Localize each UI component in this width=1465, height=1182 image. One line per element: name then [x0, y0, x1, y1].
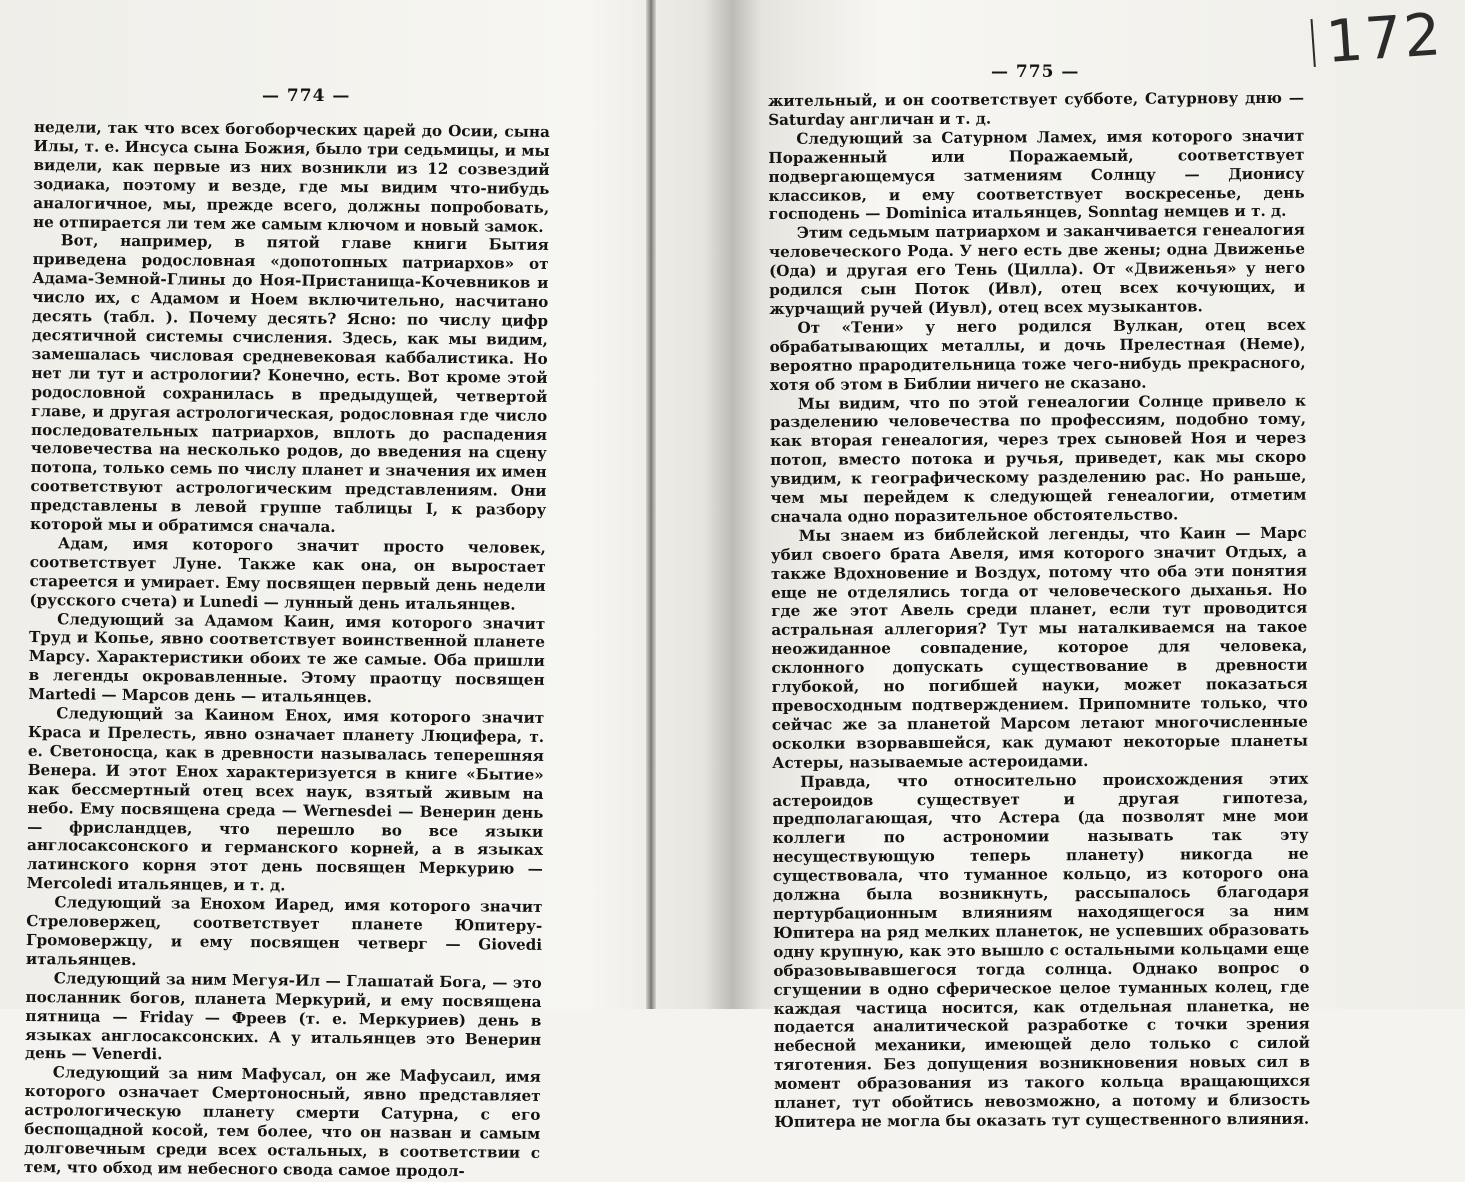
right-page [656, 0, 1465, 1131]
paragraph: Этим седьмым патриархом и заканчивается генеалогия человеческого Рода. У него есть две жены; одна Движенье (Ода) и другая его Тень (Цилла). От «Движенья» у него родился сын Поток (Ивл), отец всех кочующих, и журчащий ручей (Иувл), отец всех музыкантов. [768, 221, 1306, 318]
page-number-left: — 774 — [262, 86, 351, 106]
book-gutter [646, 0, 656, 1009]
page-number-right: — 775 — [991, 62, 1080, 82]
paragraph: Следующий за Адамом Каин, имя которого значит Труд и Копье, явно соответствует воинственной планете Марсу. Характеристики обоих те же самые. Оба пришли в легенды окровавленные. Этому праотцу посвящен Martedi — Марсов день — итальянцев. [28, 609, 546, 707]
left-page [0, 0, 646, 1181]
paragraph: Следующий за Сатурном Ламех, имя которого значит Пораженный или Поражаемый, соответствует подвергающемуся затмениям Солнцу — Дионису классиков, и ему соответствует воскресенье, день господень — Dominica итальянцев, Sonntag немцев и т. д. [768, 126, 1305, 224]
paragraph: Следующий за Каином Енох, имя которого значит Краса и Прелесть, явно означает планету Люцифера, т. е. Светоносца, как в древности называлась теперешняя Венера. И этот Енох характеризуется в книге «Бытие» как бессмертный отец всех наук, взятый живым на небо. Ему посвящена среда — Wernesdei — Венерин день — фрисландцев, что перешло во все языки англосаксонского и германского корней, а в языках латинского корня этот день посвящен Меркурию — Mercoledi итальянцев, и т. д. [26, 704, 545, 895]
paragraph: жительный, и он соответствует субботе, Сатурнову дню — Saturday англичан и т. д. [768, 88, 1305, 129]
paragraph: Вот, например, в пятой главе книги Бытия приведена родословная «допотопных патриархов» от Адама-Земной-Глины до Ноя-Пристанища-Кочевников и число их, с Адамом и Ноем включительно, насчитано десять (табл. ). Почему десять? Ясно: по числу цифр десятичной системы счисления. Здесь, как мы видим, замешалась числовая средневековая каббалистика. Но нет ли тут и астрологии? Конечно, есть. Вот кроме этой родословной сохранилась в предыдущей, четвертой главе, и другая астрологическая, родословная где число последовательных патриархов, вплоть до распадения человечества на несколько родов, до введения на сцену потопа, только семь по числу планет и значения их имен соответствуют астрологическим представлениям. Они представлены в левой группе таблицы I, к разбору которой мы и обратимся сначала. [30, 231, 549, 536]
paragraph: Следующий за ним Мафусал, он же Мафусаил, имя которого означает Смертоносный, явно представляет астрологическую планету смерти Сатурна, с его беспощадной косой, тем более, что он назван и самым долговечным среди всех остальных, в соответствии с тем, что обход им небесного свода самое продол- [23, 1063, 541, 1181]
paragraph: Правда, что относительно происхождения этих астероидов существует и другая гипотеза, предполагающая, что Астера (да позволят мне мои коллеги по астрономии называть так эту несуществующую теперь планету) никогда не существовала, что туманное кольцо, из которого она должна была возникнуть, рассыпалось благодаря пертурбационным влияниям находящегося за ним Юпитера на ряд мелких планеток, не успевших образовать одну крупную, как это вышло с остальными кольцами еще образовывавшегося тогда солнца. Однако вопрос о сгущении в одно сферическое целое туманных колец, где каждая частица носится, как отдельная планетка, не подается аналитической разработке с точки зрения небесной механики, имеющей дело только с силой тяготения. Без допущения возникновения новых сил в момент образования из такого кольца вращающихся планет, тут обойтись невозможно, а потому и близость Юпитера не могла бы оказать тут существенного влияния. [772, 769, 1311, 1131]
paragraph: Мы видим, что по этой генеалогии Солнце привело к разделению человечества по профессиям, подобно тому, как вторая генеалогия, через трех сыновей Ноя и через потоп, вместо потока и ручья, приведет, как мы скоро увидим, к географическому разделению рас. Но раньше, чем мы перейдем к следующей генеалогии, отметим сначала одно поразительное обстоятельство. [769, 391, 1307, 526]
paragraph: Следующий за ним Мегуя-Ил — Глашатай Бога, — это посланник богов, планета Меркурий, и ему посвящена пятница — Friday — Фреев (т. е. Меркуриев) день в языках англосаксонских. А у итальянцев это Венерин день — Venerdi. [24, 969, 542, 1064]
paragraph: От «Тени» у него родился Вулкан, отец всех обрабатывающих металлы, и дочь Прелестная (Неме), вероятно прародительница тоже чего-нибудь прекрасного, хотя об этом в Библии ничего не сказано. [769, 315, 1306, 394]
right-page-text [768, 89, 1310, 1132]
paragraph: Мы знаем из библейской легенды, что Каин — Марс убил своего брата Авеля, имя которого значит Отдых, а также Вдохновение и Воздух, потому что оба эти понятия еще не отделялись тогда от человеческого дыханья. Но где же этот Авель среди планет, если тут проводится астральная аллегория? Тут мы наталкиваемся на такое неожиданное совпадение, которое для человека, склонного допускать существование в древности глубокой, но погибшей науки, может показаться превосходным подтверждением. Припомните только, что сейчас же за планетой Марсом летают многочисленные осколки взорвавшейся, как думают некоторые планеты Астеры, называемые астероидами. [770, 523, 1309, 772]
paragraph: Адам, имя которого значит просто человек, соответствует Луне. Также как она, он выростает стареется и умирает. Ему посвящен первый день недели (русского счета) и Lunedi — лунный день итальянцев. [29, 534, 546, 614]
stamp-bar [1311, 19, 1316, 67]
stamp-number: 172 [1324, 0, 1446, 76]
handwritten-page-stamp [1324, 0, 1445, 76]
left-page-text [24, 118, 550, 1182]
paragraph: Следующий за Енохом Иаред, имя которого значит Стреловержец, соответствует планете Юпитеру-Громовержцу, и ему посвящен четверг — Giovedi итальянцев. [25, 893, 543, 969]
paragraph: недели, так что всех богоборческих царей до Осии, сына Илы, т. е. Инсуса сына Божия, было три седьмицы, и мы видели, как первые из них возникли из 12 созвездий зодиака, поэтому и везде, где мы видим что-нибудь аналогичное, мы, прежде всего, должны попробовать, не отпирается ли тем же самым ключом и новый замок. [32, 118, 550, 236]
